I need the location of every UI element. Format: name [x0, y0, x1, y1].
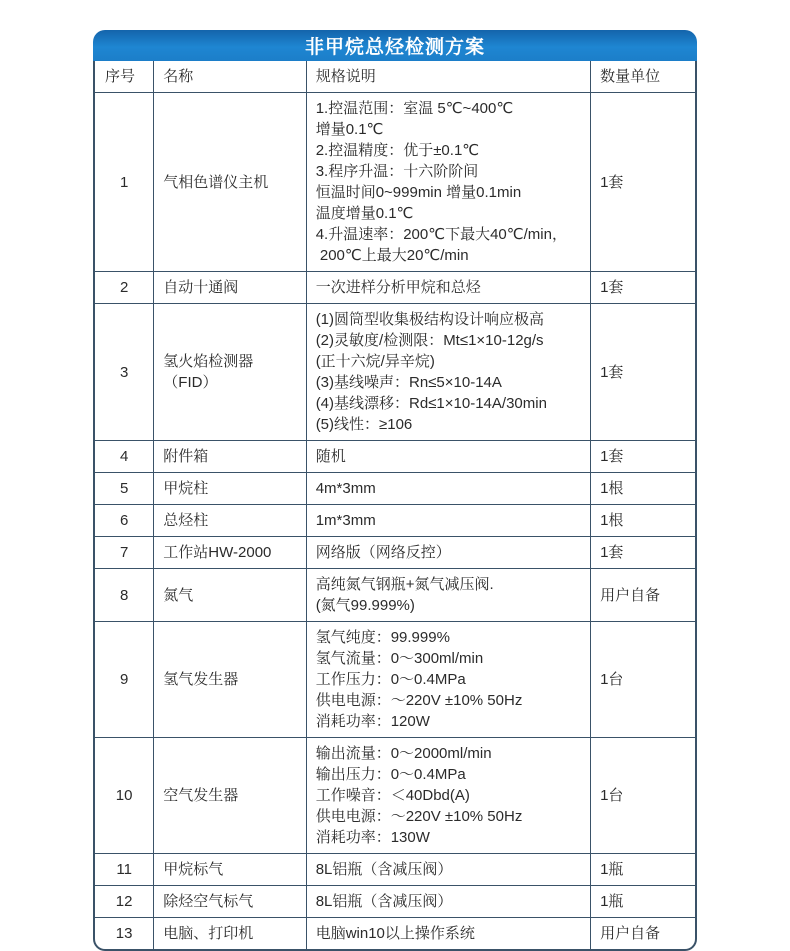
- cell-qty: 1套: [591, 272, 695, 304]
- spec-line: 工作压力：0～0.4MPa: [315, 671, 466, 688]
- col-header-name: 名称: [154, 61, 306, 93]
- cell-name: 氮气: [154, 569, 306, 622]
- cell-qty: 1套: [591, 537, 695, 569]
- spec-line: 工作噪音：＜40Dbd(A): [315, 787, 470, 804]
- cell-name: 甲烷标气: [154, 854, 306, 886]
- cell-spec: [306, 886, 590, 918]
- spec-line: (4)基线漂移：Rd≤1×10-14A/30min: [315, 395, 547, 412]
- cell-qty: 1套: [591, 304, 695, 441]
- cell-spec: [306, 441, 590, 473]
- spec-line: 恒温时间0~999min 增量0.1min: [315, 184, 522, 201]
- spec-line: 200℃上最大20℃/min: [315, 247, 469, 264]
- cell-qty: 1根: [591, 473, 695, 505]
- cell-qty: 1套: [591, 93, 695, 272]
- cell-qty: 用户自备: [591, 918, 695, 950]
- card-header: [93, 30, 697, 61]
- spec-line: (氮气99.999%): [315, 597, 415, 614]
- table-row: [95, 537, 695, 569]
- cell-no: 9: [95, 622, 154, 738]
- spec-table: [95, 61, 695, 949]
- cell-spec: [306, 505, 590, 537]
- spec-line: 高纯氮气钢瓶+氮气减压阀.: [315, 576, 494, 593]
- cell-name: 甲烷柱: [154, 473, 306, 505]
- cell-qty: 1根: [591, 505, 695, 537]
- cell-no: 4: [95, 441, 154, 473]
- cell-qty: 1台: [591, 738, 695, 854]
- spec-table-wrap: [93, 61, 697, 951]
- cell-no: 3: [95, 304, 154, 441]
- cell-no: 8: [95, 569, 154, 622]
- cell-qty: 用户自备: [591, 569, 695, 622]
- cell-name: 自动十通阀: [154, 272, 306, 304]
- spec-line: 网络版（网络反控）: [315, 544, 451, 561]
- cell-qty: 1瓶: [591, 854, 695, 886]
- spec-line: (2)灵敏度/检测限：Mt≤1×10-12g/s: [315, 332, 544, 349]
- cell-spec: [306, 918, 590, 950]
- cell-name: 除烃空气标气: [154, 886, 306, 918]
- cell-spec: [306, 537, 590, 569]
- cell-name: 空气发生器: [154, 738, 306, 854]
- cell-no: 10: [95, 738, 154, 854]
- col-header-qty: 数量单位: [591, 61, 695, 93]
- cell-spec: [306, 569, 590, 622]
- spec-line: 1m*3mm: [315, 512, 376, 529]
- cell-no: 12: [95, 886, 154, 918]
- cell-name: 氢气发生器: [154, 622, 306, 738]
- cell-no: 5: [95, 473, 154, 505]
- table-header-row: [95, 61, 695, 93]
- table-row: [95, 918, 695, 950]
- spec-line: 电脑win10以上操作系统: [315, 925, 475, 942]
- spec-line: 8L铝瓶（含减压阀）: [315, 861, 453, 878]
- cell-qty: 1瓶: [591, 886, 695, 918]
- cell-name: 气相色谱仪主机: [154, 93, 306, 272]
- cell-spec: [306, 473, 590, 505]
- cell-spec: [306, 93, 590, 272]
- table-row: [95, 93, 695, 272]
- cell-no: 11: [95, 854, 154, 886]
- spec-line: 供电电源：～220V ±10% 50Hz: [315, 808, 523, 825]
- spec-line: 消耗功率：130W: [315, 829, 430, 846]
- spec-line: 输出流量：0～2000ml/min: [315, 745, 492, 762]
- table-row: [95, 886, 695, 918]
- spec-line: 8L铝瓶（含减压阀）: [315, 893, 453, 910]
- spec-line: (3)基线噪声：Rn≤5×10-14A: [315, 374, 502, 391]
- table-row: [95, 473, 695, 505]
- table-row: [95, 441, 695, 473]
- spec-line: 2.控温精度：优于±0.1℃: [315, 142, 480, 159]
- cell-no: 1: [95, 93, 154, 272]
- table-row: [95, 272, 695, 304]
- spec-line: 消耗功率：120W: [315, 713, 430, 730]
- cell-spec: [306, 854, 590, 886]
- cell-no: 6: [95, 505, 154, 537]
- spec-line: (5)线性：≥106: [315, 416, 413, 433]
- cell-no: 2: [95, 272, 154, 304]
- cell-spec: [306, 272, 590, 304]
- cell-name: 工作站HW-2000: [154, 537, 306, 569]
- table-row: [95, 304, 695, 441]
- cell-name: 总烃柱: [154, 505, 306, 537]
- cell-spec: [306, 622, 590, 738]
- table-row: [95, 854, 695, 886]
- spec-line: 增量0.1℃: [315, 121, 384, 138]
- cell-name: 电脑、打印机: [154, 918, 306, 950]
- col-header-no: 序号: [95, 61, 154, 93]
- table-row: [95, 622, 695, 738]
- spec-line: 随机: [315, 448, 346, 465]
- cell-name: 附件箱: [154, 441, 306, 473]
- spec-line: 4.升温速率：200℃下最大40℃/min，: [315, 226, 567, 243]
- page-title: 非甲烷总烃检测方案: [304, 37, 485, 58]
- spec-line: 4m*3mm: [315, 480, 376, 497]
- cell-spec: [306, 304, 590, 441]
- cell-no: 7: [95, 537, 154, 569]
- cell-qty: 1台: [591, 622, 695, 738]
- spec-line: 3.程序升温：十六阶阶间: [315, 163, 479, 180]
- spec-line: 氢气流量：0～300ml/min: [315, 650, 484, 667]
- spec-line: 氢气纯度：99.999%: [315, 629, 450, 646]
- spec-line: 温度增量0.1℃: [315, 205, 414, 222]
- spec-line: (1)圆筒型收集极结构设计响应极高: [315, 311, 545, 328]
- col-header-spec: 规格说明: [306, 61, 590, 93]
- detection-plan-card: [93, 30, 697, 951]
- table-row: [95, 569, 695, 622]
- spec-line: 输出压力：0～0.4MPa: [315, 766, 466, 783]
- spec-line: (正十六烷/异辛烷): [315, 353, 435, 370]
- table-row: [95, 505, 695, 537]
- spec-line: 1.控温范围：室温 5℃~400℃: [315, 100, 514, 117]
- spec-line: 一次进样分析甲烷和总烃: [315, 279, 481, 296]
- cell-no: 13: [95, 918, 154, 950]
- cell-qty: 1套: [591, 441, 695, 473]
- cell-name: 氢火焰检测器（FID）: [154, 304, 306, 441]
- table-row: [95, 738, 695, 854]
- cell-spec: [306, 738, 590, 854]
- spec-line: 供电电源：～220V ±10% 50Hz: [315, 692, 523, 709]
